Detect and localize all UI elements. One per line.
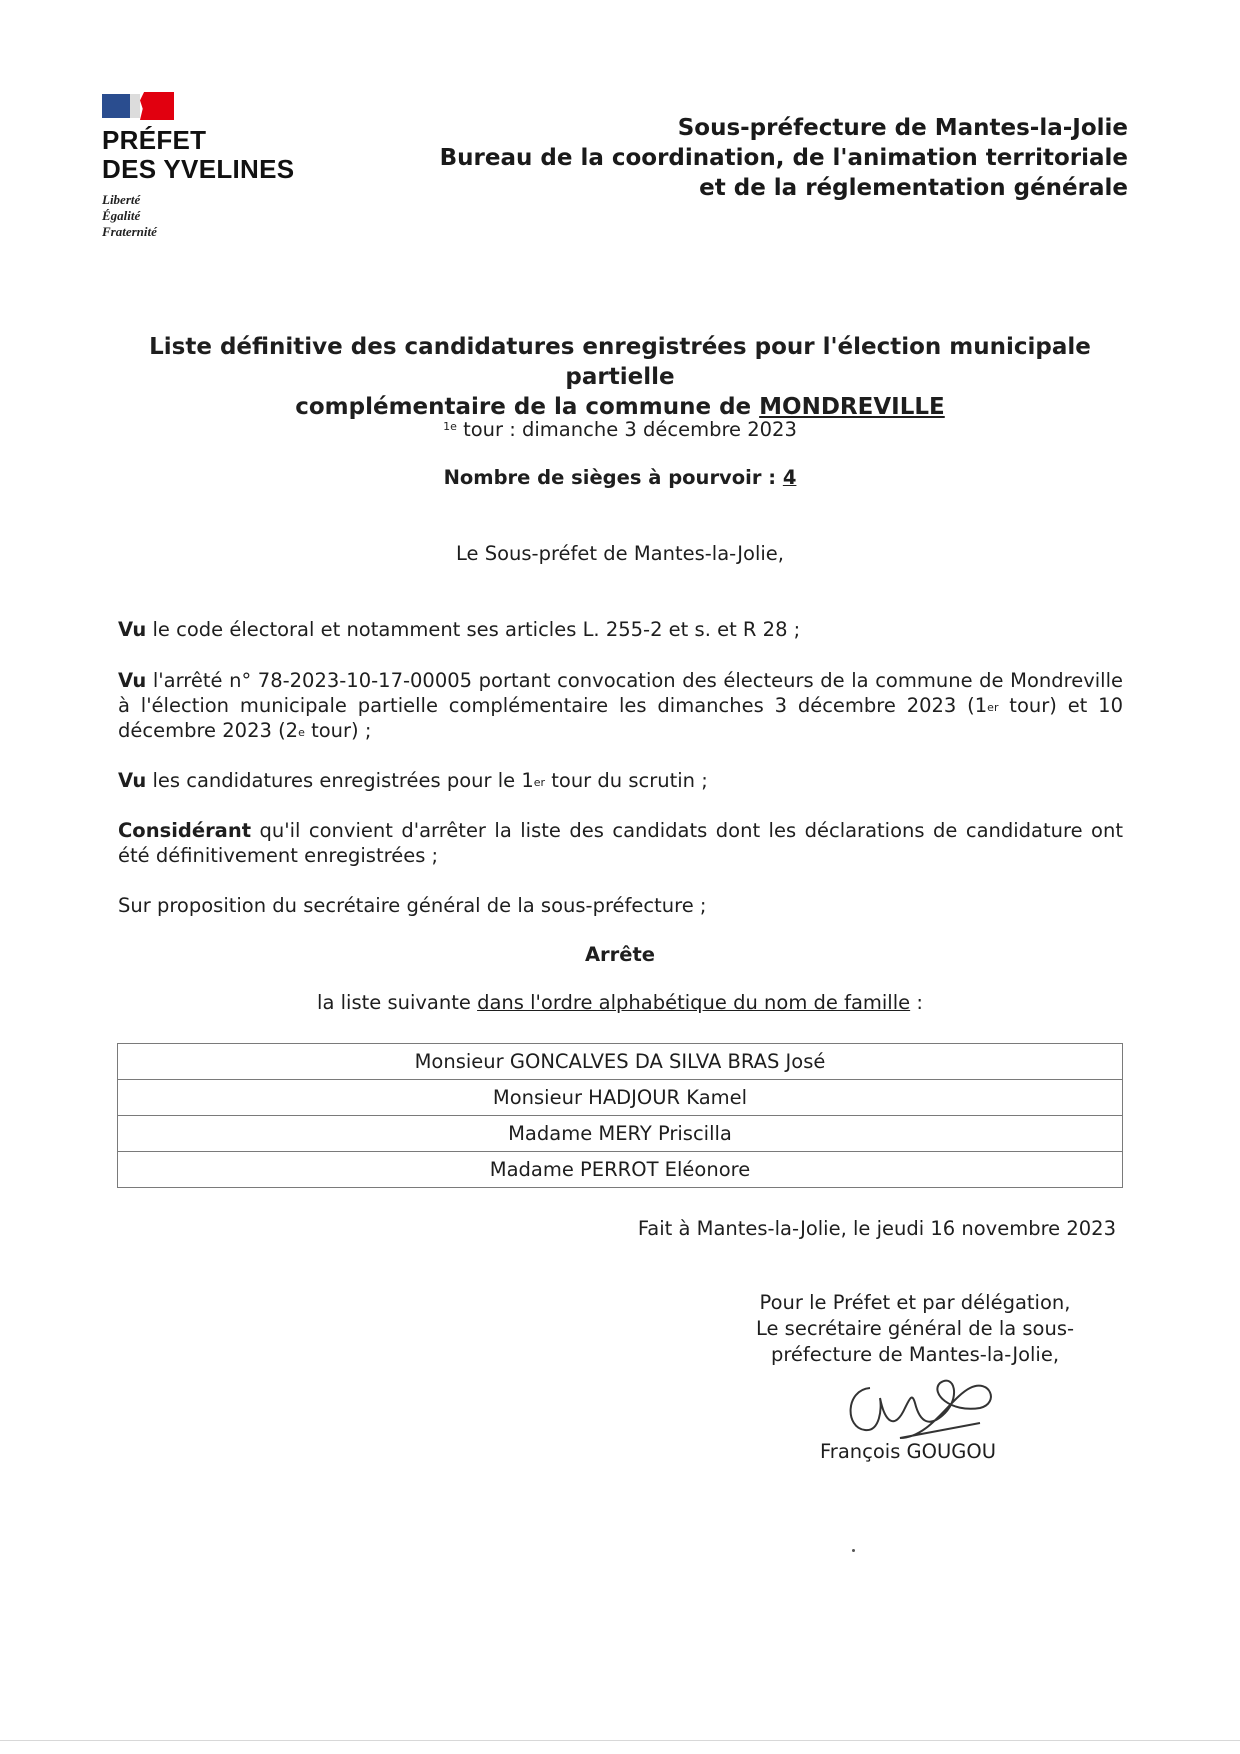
- vu3-text-a: les candidatures enregistrées pour le 1: [146, 769, 534, 792]
- list-intro-prefix: la liste suivante: [317, 991, 478, 1014]
- round-superscript: 1e: [443, 420, 457, 433]
- vu1-text: le code électoral et notamment ses articles L. 255-2 et s. et R 28 ;: [146, 618, 801, 641]
- marianne-flag-icon: [102, 92, 174, 120]
- table-row: [118, 1080, 1123, 1116]
- delegation-line-1: Pour le Préfet et par délégation,: [759, 1291, 1071, 1314]
- vu2-sup-b: e: [298, 726, 305, 739]
- vu2-text-b: tour) et 10 décembre 2023 (2: [118, 694, 1123, 742]
- vu2-text-c: tour) ;: [304, 719, 372, 742]
- list-intro: [100, 991, 1140, 1014]
- logo-line-2: DES YVELINES: [102, 154, 295, 184]
- commune-name: MONDREVILLE: [759, 394, 945, 420]
- vu3-lead: Vu: [118, 769, 147, 792]
- arrete-heading: Arrête: [584, 943, 656, 966]
- vu2-lead: Vu: [118, 669, 147, 692]
- vu3-sup: er: [533, 776, 546, 789]
- place-date: Fait à Mantes-la-Jolie, le jeudi 16 novembre 2023: [637, 1217, 1116, 1240]
- considerant-text: qu'il convient d'arrêter la liste des candidats dont les déclarations de candidature ont été définitivement enregistrées ;: [118, 819, 1123, 867]
- candidates-table: [117, 1043, 1123, 1188]
- proposition-paragraph: Sur proposition du secrétaire général de la sous-préfecture ;: [118, 894, 707, 917]
- table-row: [118, 1044, 1123, 1080]
- vu-paragraph-3: [118, 768, 1123, 793]
- title-line-1: Liste définitive des candidatures enregistrées pour l'élection municipale partielle: [149, 334, 1091, 390]
- signatory-name: François GOUGOU: [820, 1440, 997, 1463]
- vu-paragraph-2: [118, 668, 1123, 743]
- vu2-text-a: l'arrêté n° 78-2023-10-17-00005 portant convocation des électeurs de la commune de Mondreville à l'élection municipale partielle complémentaire les dimanches 3 décembre 2023 (1: [118, 669, 1123, 717]
- motto-fraternite: Fraternité: [102, 224, 157, 239]
- delegation-line-2: Le secrétaire général de la sous-: [755, 1317, 1075, 1340]
- table-row: [118, 1152, 1123, 1188]
- delegation-block: [740, 1290, 1090, 1368]
- list-intro-suffix: :: [910, 991, 923, 1014]
- seats-count: [100, 466, 1140, 489]
- scan-edge-line: [0, 1740, 1240, 1741]
- candidate-cell: Monsieur GONCALVES DA SILVA BRAS José: [118, 1044, 1123, 1080]
- title-line-2-prefix: complémentaire de la commune de: [295, 394, 760, 420]
- logo-motto: [102, 192, 332, 240]
- motto-liberte: Liberté: [102, 192, 141, 207]
- vu3-text-b: tour du scrutin ;: [545, 769, 708, 792]
- candidate-cell: Monsieur HADJOUR Kamel: [118, 1080, 1123, 1116]
- considerant-paragraph: [118, 818, 1123, 868]
- vu2-sup-a: er: [987, 701, 999, 714]
- seats-value: 4: [782, 466, 797, 489]
- vu1-lead: Vu: [118, 618, 147, 641]
- vu-paragraph-1: [118, 617, 1123, 642]
- issuer-line-1: Sous-préfecture de Mantes-la-Jolie: [677, 115, 1128, 141]
- issuer-header: [440, 113, 1128, 203]
- motto-egalite: Égalité: [102, 208, 141, 223]
- candidate-cell: Madame PERROT Eléonore: [118, 1152, 1123, 1188]
- candidate-cell: Madame MERY Priscilla: [118, 1116, 1123, 1152]
- delegation-line-3: préfecture de Mantes-la-Jolie,: [770, 1343, 1060, 1366]
- handwritten-signature: [840, 1368, 1040, 1448]
- issuer-line-3: et de la réglementation générale: [699, 175, 1128, 201]
- list-intro-underlined: dans l'ordre alphabétique du nom de famille: [477, 991, 911, 1014]
- election-round: [100, 418, 1140, 441]
- issuer-line-2: Bureau de la coordination, de l'animation territoriale: [439, 145, 1128, 171]
- table-row: [118, 1116, 1123, 1152]
- seats-label: Nombre de sièges à pourvoir :: [443, 466, 783, 489]
- considerant-lead: Considérant: [118, 819, 252, 842]
- prefet-logo: [102, 92, 332, 240]
- logo-line-1: PRÉFET: [102, 125, 207, 155]
- scan-speck: [852, 1549, 855, 1552]
- document-title: [100, 332, 1140, 422]
- round-text: tour : dimanche 3 décembre 2023: [456, 418, 797, 441]
- intro-line: Le Sous-préfet de Mantes-la-Jolie,: [456, 542, 784, 565]
